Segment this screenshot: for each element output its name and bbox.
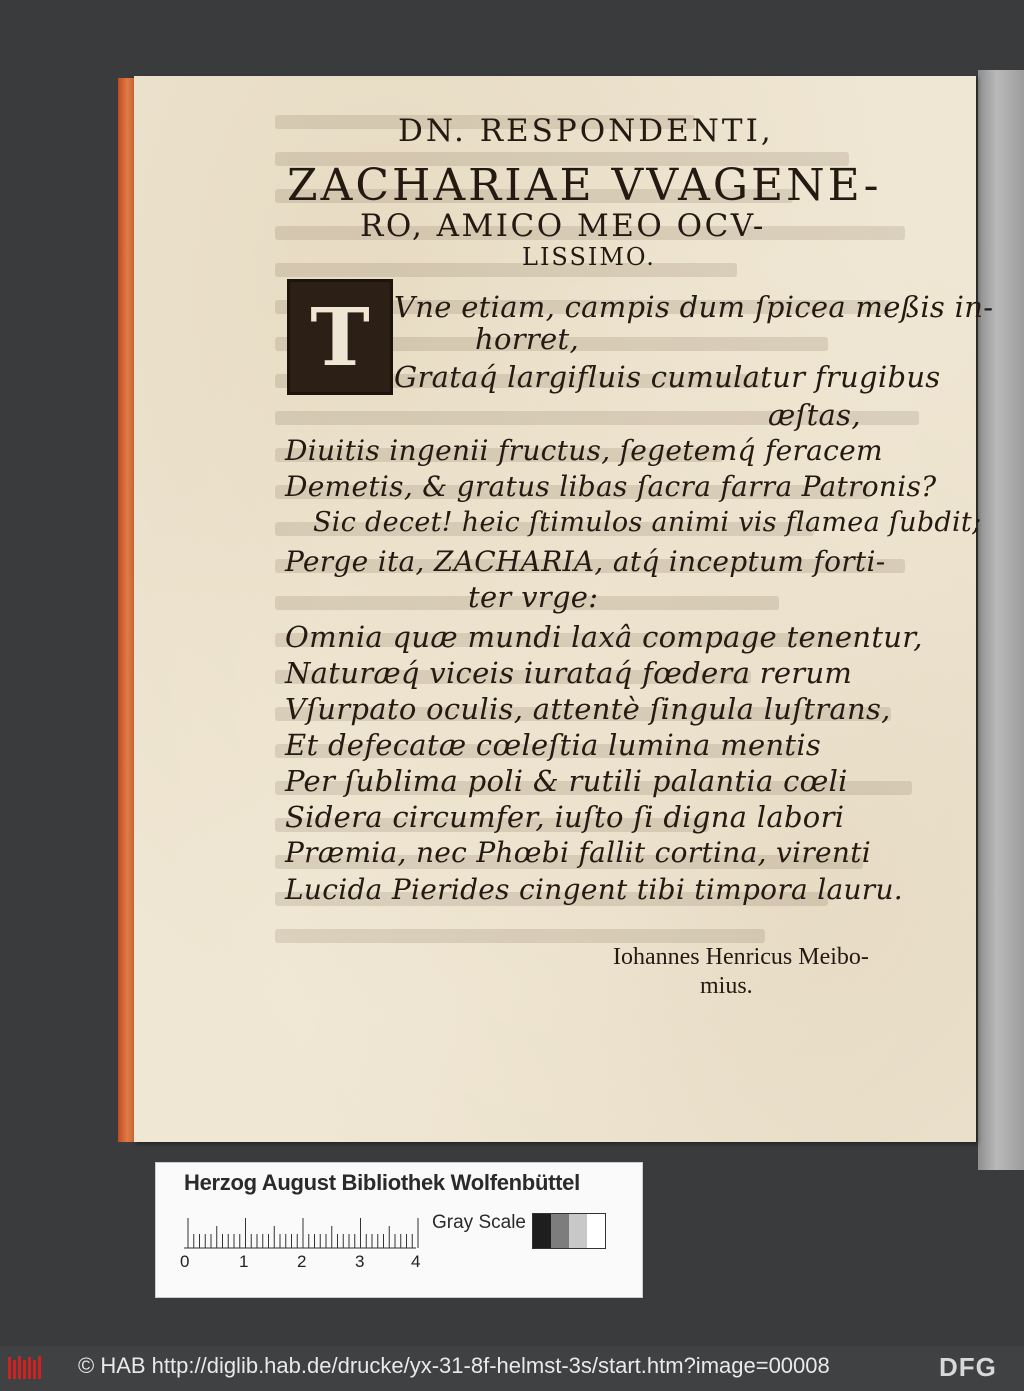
initial-letter: T xyxy=(310,290,370,384)
poem-line: Vne etiam, campis dum ſpicea meßis in- xyxy=(394,290,994,324)
gray-swatch-dark xyxy=(551,1214,569,1248)
ruler-number: 4 xyxy=(411,1252,421,1271)
hab-logo-icon xyxy=(7,1354,45,1382)
ruler-number: 3 xyxy=(355,1252,365,1271)
poem-line: Sic decet! heic ſtimulos animi vis flamea ſubdit; xyxy=(313,507,982,538)
dfg-logo: DFG xyxy=(935,1352,997,1383)
signature-line-1: Iohannes Henricus Meibo- xyxy=(613,944,869,970)
poem-line: ter vrge: xyxy=(468,580,599,614)
gray-swatch-light xyxy=(569,1214,587,1248)
poem-line: æſtas, xyxy=(768,398,861,432)
poem-line: Lucida Pierides cingent tibi timpora lauru. xyxy=(285,873,904,906)
institution-name: Herzog August Bibliothek Wolfenbüttel xyxy=(184,1170,580,1195)
poem-line: Præmia, nec Phœbi fallit cortina, virenti xyxy=(285,836,872,869)
poem-line: Grataq́ largifluis cumulatur frugibus xyxy=(394,360,941,394)
poem-line: Naturæq́ viceis iurataq́ fœdera rerum xyxy=(285,656,853,690)
poem-line: Demetis, & gratus libas ſacra farra Patronis? xyxy=(285,470,937,503)
ruler-number: 0 xyxy=(180,1252,190,1271)
poem-line: Vſurpato oculis, attentè ſingula luſtrans, xyxy=(285,692,891,726)
poem-line: Et defecatæ cœleſtia lumina mentis xyxy=(285,728,822,762)
poem-line: horret, xyxy=(475,322,579,356)
poem-line: Diuitis ingenii fructus, ſegetemq́ feracem xyxy=(285,434,883,467)
heading-line-3: RO, AMICO MEO OCV- xyxy=(360,208,766,244)
gray-scale-swatch xyxy=(532,1213,606,1249)
poem-line: Sidera circumfer, iuſto ſi digna labori xyxy=(285,800,845,834)
heading-line-4: LISSIMO. xyxy=(522,243,656,271)
signature-line-2: mius. xyxy=(700,973,753,999)
copyright-url: © HAB http://diglib.hab.de/drucke/yx-31-8f-helmst-3s/start.htm?image=00008 xyxy=(78,1353,830,1378)
decorated-initial xyxy=(287,279,393,395)
poem-line: Omnia quæ mundi laxâ compage tenentur, xyxy=(285,620,923,654)
poem-line: Per ſublima poli & rutili palantia cœli xyxy=(285,764,848,798)
gray-swatch-white xyxy=(587,1214,605,1248)
heading-line-2: ZACHARIAE VVAGENE- xyxy=(287,160,882,211)
measurement-ruler xyxy=(184,1212,424,1252)
adjacent-page-edge xyxy=(978,70,1024,1170)
heading-line-1: DN. RESPONDENTI, xyxy=(398,113,774,149)
ruler-number: 1 xyxy=(239,1252,249,1271)
poem-line: Perge ita, ZACHARIA, atq́ inceptum forti- xyxy=(285,545,886,578)
ruler-number: 2 xyxy=(297,1252,307,1271)
gray-scale-label: Gray Scale xyxy=(432,1212,526,1233)
gray-swatch-black xyxy=(533,1214,551,1248)
